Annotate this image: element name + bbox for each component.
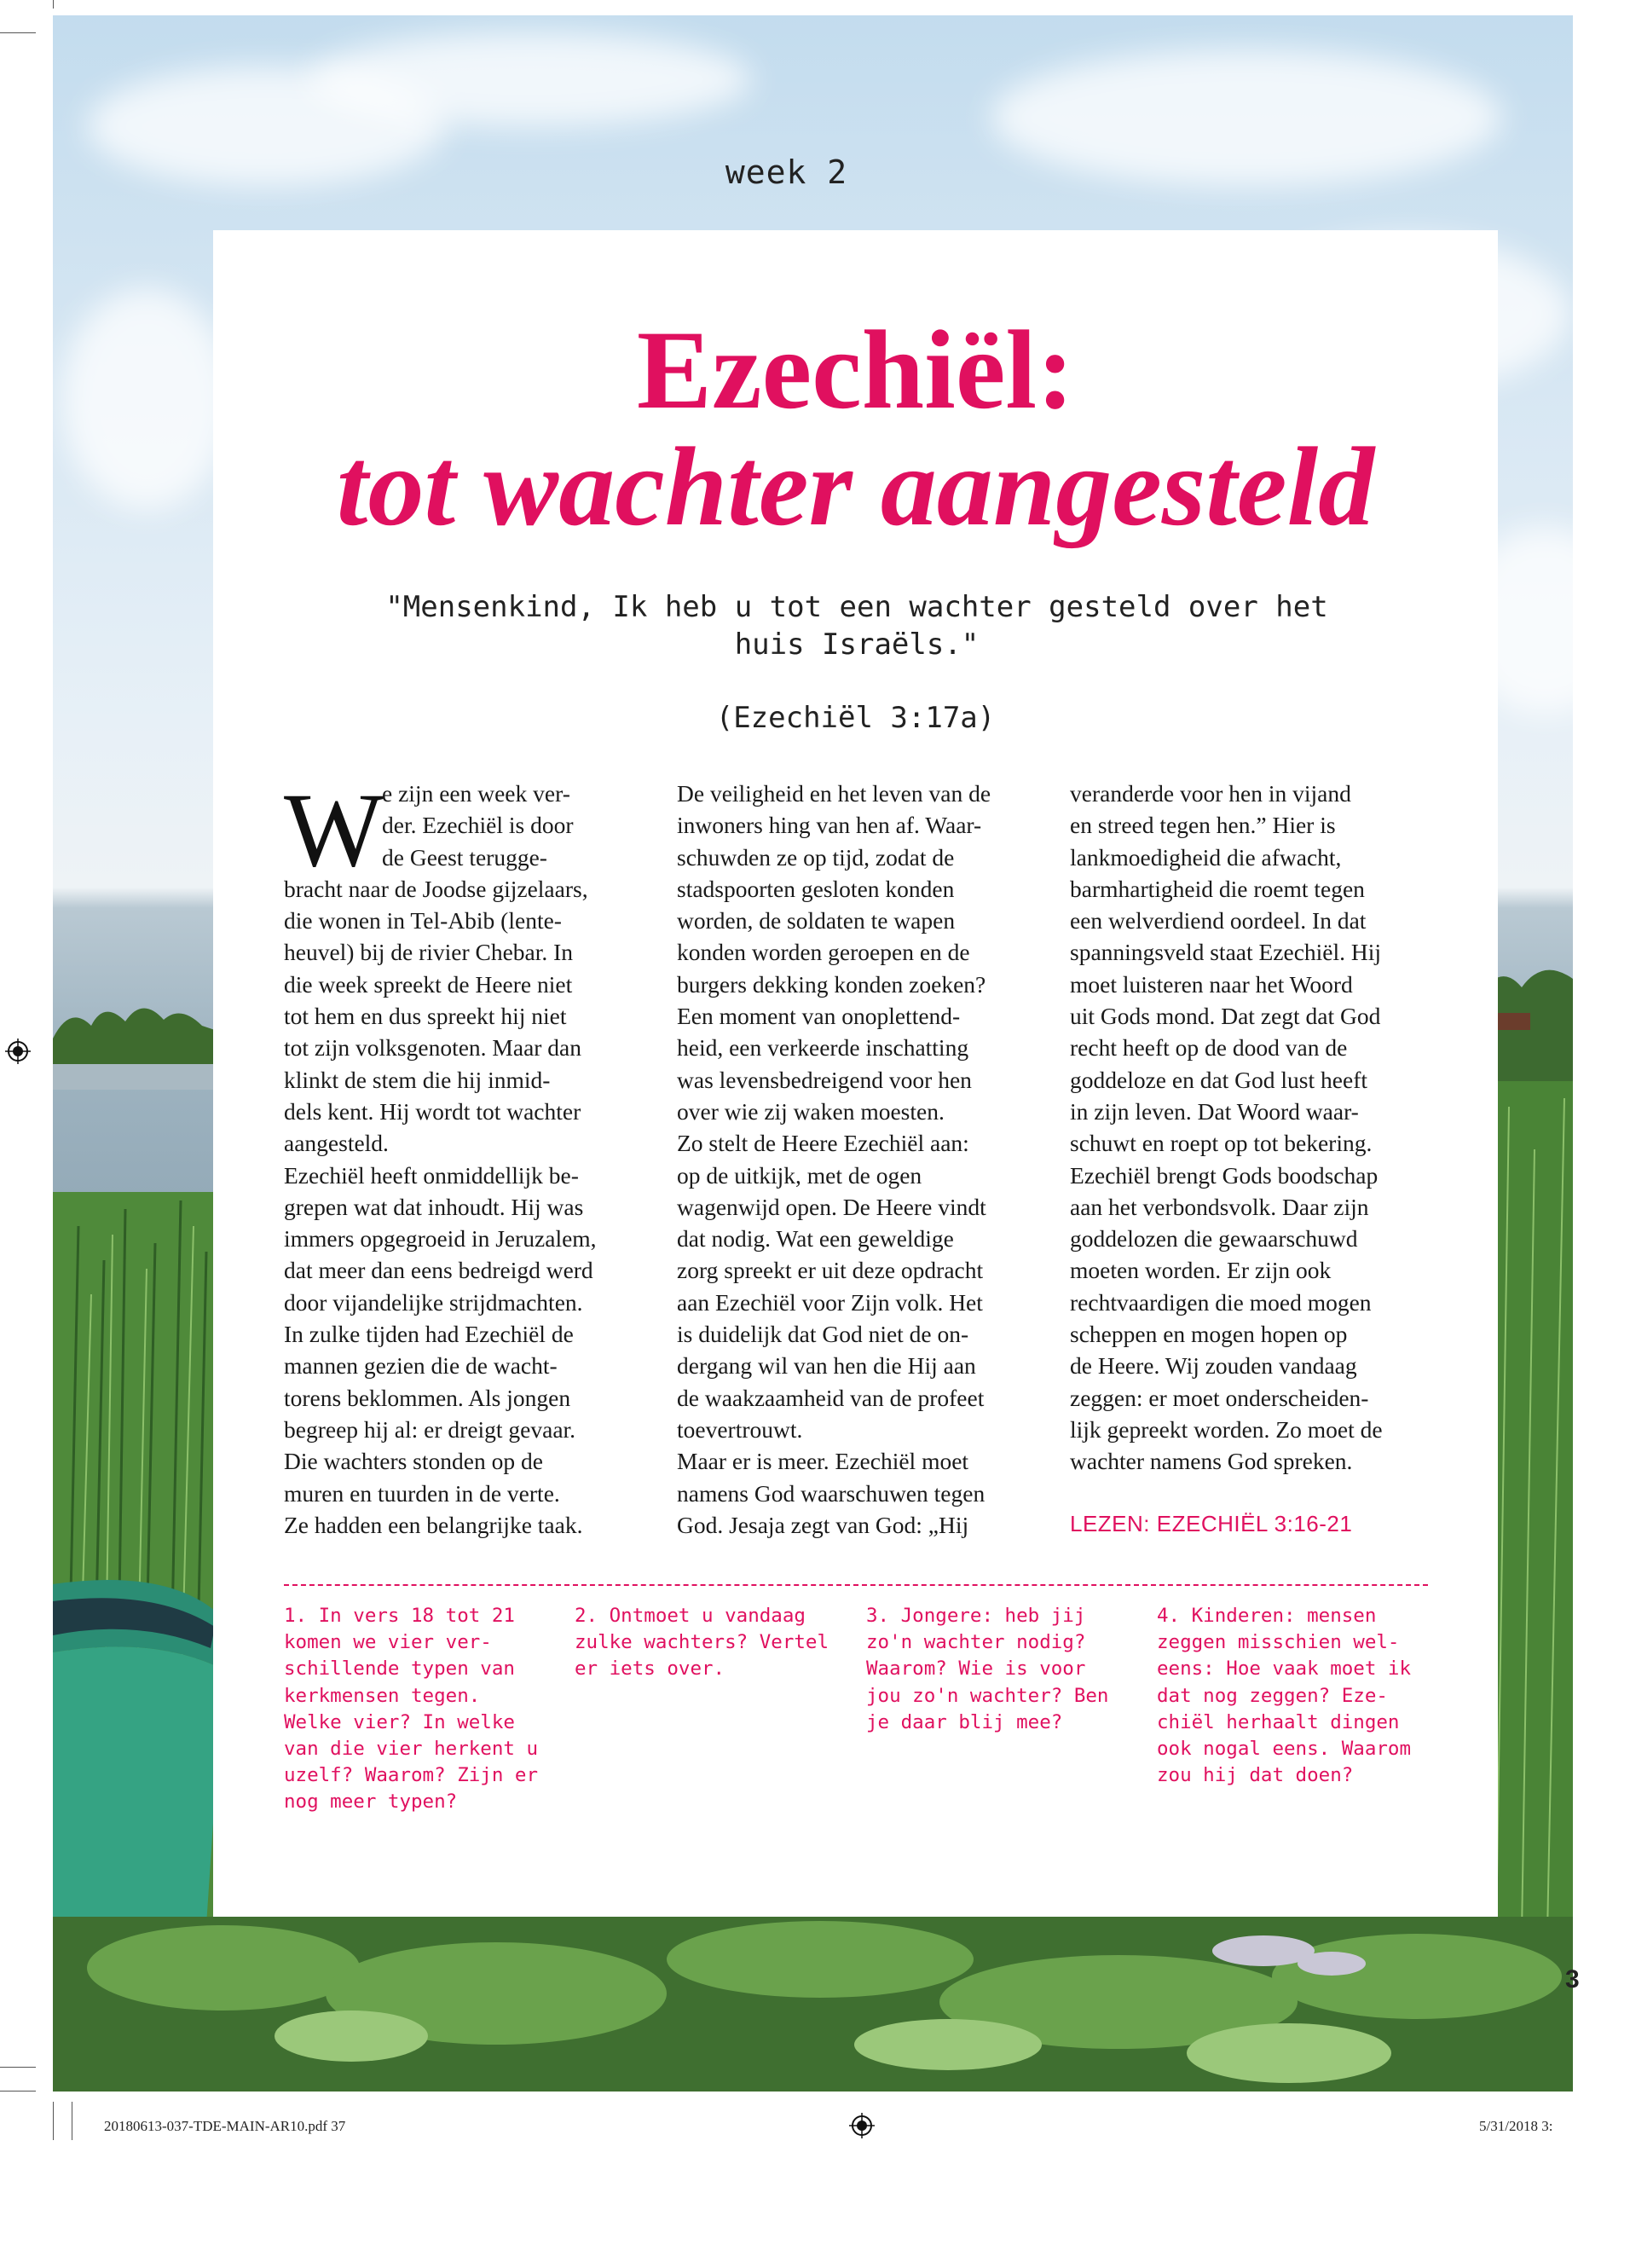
- crop-mark: [0, 32, 36, 33]
- text-line: dat meer dan eens bedreigd werd: [284, 1257, 593, 1284]
- text-line: konden worden geroepen en de: [677, 939, 970, 966]
- text-line: inwoners hing van hen af. Waar-: [677, 812, 982, 839]
- text-line: In zulke tijden had Ezechiël de: [284, 1321, 574, 1348]
- text-line: spanningsveld staat Ezechiël. Hij: [1070, 939, 1382, 966]
- text-line: Waarom? Wie is voor: [866, 1658, 1086, 1681]
- text-line: zeggen misschien wel-: [1157, 1631, 1400, 1654]
- text-line: eens: Hoe vaak moet ik: [1157, 1658, 1412, 1681]
- text-line: grepen wat dat inhoudt. Hij was: [284, 1193, 584, 1220]
- text-line: schuwden ze op tijd, zodat de: [677, 843, 955, 871]
- text-line: een welverdiend oordeel. In dat: [1070, 907, 1367, 934]
- text-line: heid, een verkeerde inschatting: [677, 1034, 969, 1062]
- text-line: recht heeft op de dood van de: [1070, 1034, 1348, 1062]
- text-line: e zijn een week ver-: [382, 780, 570, 807]
- quote-line: "Mensenkind, Ik heb u tot een wachter gesteld over het: [385, 590, 1328, 624]
- text-line: scheppen en mogen hopen op: [1070, 1321, 1348, 1348]
- text-line: die wonen in Tel-Abib (lente-: [284, 907, 562, 934]
- drop-cap: W: [284, 772, 384, 888]
- text-line: was levensbedreigend voor hen: [677, 1066, 972, 1093]
- text-line: kerkmensen tegen.: [284, 1684, 481, 1707]
- text-line: moeten worden. Er zijn ook: [1070, 1257, 1332, 1284]
- text-line: tot zijn volksgenoten. Maar dan: [284, 1034, 582, 1062]
- text-line: dat nodig. Wat een geweldige: [677, 1225, 954, 1253]
- text-line: klinkt de stem die hij inmid-: [284, 1066, 551, 1093]
- text-line: lankmoedigheid die afwacht,: [1070, 843, 1342, 871]
- text-line: God. Jesaja zegt van God: „Hij: [677, 1511, 969, 1538]
- grass-foreground: [53, 1917, 1573, 2092]
- text-line: zorg spreekt er uit deze opdracht: [677, 1257, 984, 1284]
- text-line: schillende typen van: [284, 1658, 515, 1681]
- week-label: week 2: [725, 153, 848, 191]
- text-line: worden, de soldaten te wapen: [677, 907, 956, 934]
- reading-reference: LEZEN: EZECHIËL 3:16-21: [1070, 1511, 1353, 1536]
- text-line: rechtvaardigen die moed mogen: [1070, 1288, 1372, 1316]
- text-line: en streed tegen hen.” Hier is: [1070, 812, 1336, 839]
- text-line: door vijandelijke strijdmachten.: [284, 1288, 583, 1316]
- text-line: wagenwijd open. De Heere vindt: [677, 1193, 986, 1220]
- text-line: Zo stelt de Heere Ezechiël aan:: [677, 1130, 969, 1157]
- text-line: aangesteld.: [284, 1130, 389, 1157]
- text-line: er iets over.: [575, 1658, 725, 1681]
- grass-right: [1488, 1081, 1573, 1934]
- text-line: in zijn leven. Dat Woord waar-: [1070, 1097, 1359, 1125]
- title-line-1: Ezechiël:: [636, 307, 1075, 432]
- text-line: op de uitkijk, met de ogen: [677, 1161, 922, 1189]
- text-line: tot hem en dus spreekt hij niet: [284, 1003, 567, 1030]
- text-line: stadspoorten gesloten konden: [677, 875, 955, 902]
- text-line: zulke wachters? Vertel: [575, 1631, 829, 1654]
- text-line: van die vier herkent u: [284, 1737, 539, 1760]
- crop-mark: [53, 2102, 54, 2140]
- question-2: [575, 1603, 860, 1683]
- text-line: mannen gezien die de wacht-: [284, 1352, 558, 1380]
- text-line: dergang wil van hen die Hij aan: [677, 1352, 976, 1380]
- text-line: veranderde voor hen in vijand: [1070, 780, 1351, 807]
- slug-date: 5/31/2018 3:: [1479, 2118, 1553, 2134]
- question-4: [1157, 1603, 1442, 1789]
- text-line: der. Ezechiël is door: [382, 812, 574, 839]
- text-line: dat nog zeggen? Eze-: [1157, 1684, 1388, 1707]
- bible-quote: [324, 588, 1390, 663]
- text-line: dels kent. Hij wordt tot wachter: [284, 1097, 581, 1125]
- text-line: over wie zij waken moesten.: [677, 1097, 945, 1125]
- text-line: aan Ezechiël voor Zijn volk. Het: [677, 1288, 983, 1316]
- text-line: Die wachters stonden op de: [284, 1448, 543, 1475]
- text-line: zeggen: er moet onderscheiden-: [1070, 1384, 1369, 1411]
- text-line: uit Gods mond. Dat zegt dat God: [1070, 1003, 1381, 1030]
- text-line: die week spreekt de Heere niet: [284, 970, 573, 998]
- text-line: 3. Jongere: heb jij: [866, 1605, 1086, 1627]
- text-line: Ezechiël heeft onmiddellijk be-: [284, 1161, 579, 1189]
- text-line: chiël herhaalt dingen: [1157, 1710, 1400, 1733]
- text-line: 4. Kinderen: mensen: [1157, 1605, 1377, 1627]
- article-column-3: [1070, 778, 1436, 1478]
- registration-mark-icon: [849, 2113, 875, 2138]
- text-line: lijk gepreekt worden. Zo moet de: [1070, 1415, 1383, 1443]
- article-column-1: [284, 772, 650, 1541]
- text-line: Welke vier? In welke: [284, 1710, 515, 1733]
- dashed-divider: [284, 1584, 1428, 1586]
- text-line: bracht naar de Joodse gijzelaars,: [284, 875, 588, 902]
- text-line: uzelf? Waarom? Zijn er: [284, 1764, 539, 1787]
- text-line: de waakzaamheid van de profeet: [677, 1384, 985, 1411]
- crop-mark: [53, 0, 54, 9]
- crop-mark: [0, 2067, 36, 2068]
- title-line-2: tot wachter aangesteld: [336, 424, 1375, 549]
- text-line: begreep hij al: er dreigt gevaar.: [284, 1415, 576, 1443]
- text-line: De veiligheid en het leven van de: [677, 780, 991, 807]
- text-line: Maar er is meer. Ezechiël moet: [677, 1448, 969, 1475]
- text-line: moet luisteren naar het Woord: [1070, 970, 1353, 998]
- question-3: [866, 1603, 1152, 1736]
- text-line: toevertrouwt.: [677, 1415, 803, 1443]
- quote-line: huis Israëls.": [734, 628, 980, 662]
- article-column-2: [677, 778, 1043, 1541]
- crop-mark: [0, 2091, 36, 2092]
- text-line: schuwt en roept op tot bekering.: [1070, 1130, 1373, 1157]
- text-line: aan het verbondsvolk. Daar zijn: [1070, 1193, 1369, 1220]
- text-line: nog meer typen?: [284, 1791, 458, 1814]
- text-line: Een moment van onoplettend-: [677, 1003, 961, 1030]
- quote-reference: (Ezechiël 3:17a): [715, 701, 996, 735]
- text-line: 1. In vers 18 tot 21: [284, 1605, 515, 1627]
- text-line: goddelozen die gewaarschuwd: [1070, 1225, 1358, 1253]
- text-line: Ezechiël brengt Gods boodschap: [1070, 1161, 1379, 1189]
- text-line: 2. Ontmoet u vandaag: [575, 1605, 806, 1627]
- slug-filename: 20180613-037-TDE-MAIN-AR10.pdf 37: [104, 2118, 346, 2134]
- text-line: zo'n wachter nodig?: [866, 1631, 1086, 1654]
- text-line: zou hij dat doen?: [1157, 1764, 1354, 1787]
- text-line: jou zo'n wachter? Ben: [866, 1684, 1109, 1707]
- text-line: de Heere. Wij zouden vandaag: [1070, 1352, 1357, 1380]
- text-line: goddeloze en dat God lust heeft: [1070, 1066, 1367, 1093]
- text-line: is duidelijk dat God niet de on-: [677, 1321, 969, 1348]
- text-line: namens God waarschuwen tegen: [677, 1479, 986, 1507]
- text-line: barmhartigheid die roemt tegen: [1070, 875, 1365, 902]
- text-line: torens beklommen. Als jongen: [284, 1384, 571, 1411]
- question-1: [284, 1603, 569, 1816]
- text-line: muren en tuurden in de verte.: [284, 1479, 560, 1507]
- text-line: immers opgegroeid in Jeruzalem,: [284, 1225, 597, 1253]
- text-line: de Geest terugge-: [382, 843, 547, 871]
- page-number: 3: [1565, 1965, 1580, 1993]
- text-line: ook nogal eens. Waarom: [1157, 1737, 1412, 1760]
- text-line: Ze hadden een belangrijke taak.: [284, 1511, 583, 1538]
- registration-mark-icon: [5, 1039, 31, 1064]
- text-line: heuvel) bij de rivier Chebar. In: [284, 939, 574, 966]
- treeline-left: [53, 979, 215, 1090]
- text-line: burgers dekking konden zoeken?: [677, 970, 986, 998]
- text-line: je daar blij mee?: [866, 1710, 1063, 1733]
- text-line: wachter namens God spreken.: [1070, 1448, 1353, 1475]
- text-line: komen we vier ver-: [284, 1631, 492, 1654]
